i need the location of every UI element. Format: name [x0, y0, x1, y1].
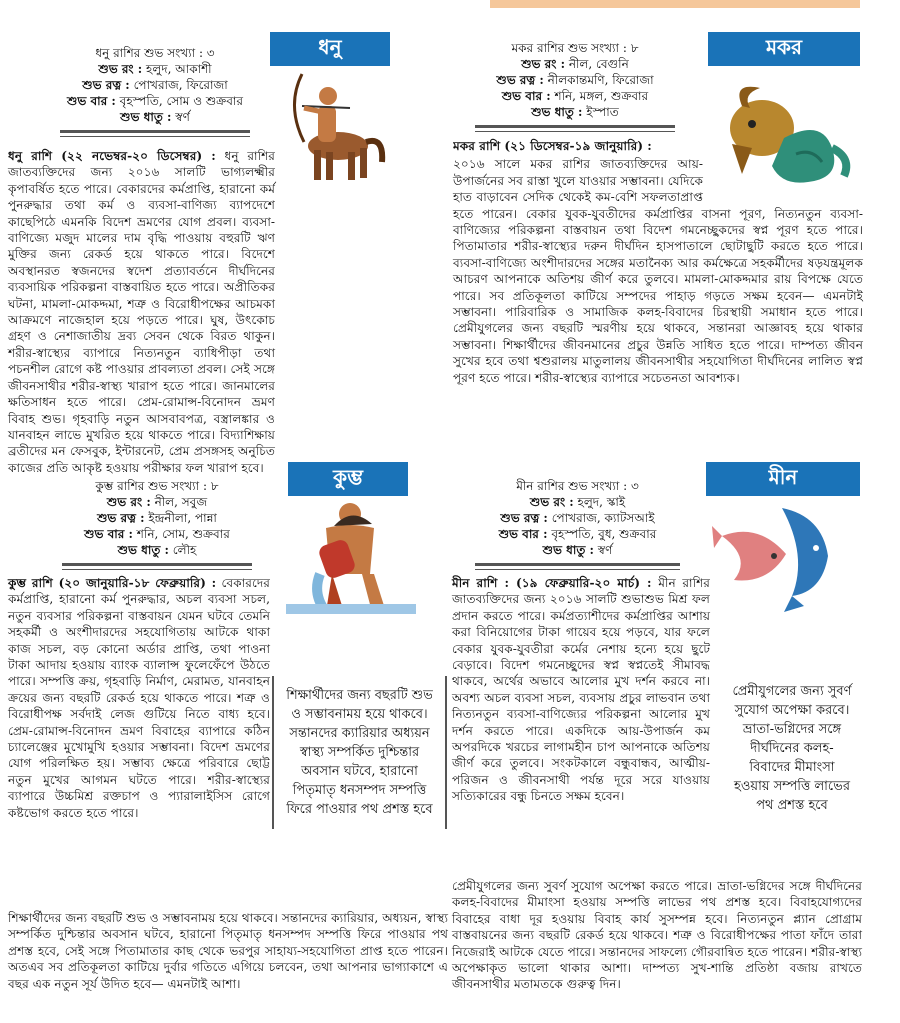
kumbha-title: কুম্ভ: [288, 462, 408, 496]
meen-body-wide: প্রেমীযুগলের জন্য সুবর্ণ সুযোগ অপেক্ষা করতে পারে। ভ্রাতা-ভগ্নিদের সঙ্গে দীর্ঘদিনের কলহ-বিবাদের মীমাংসা হওয়ায় সম্পত্তি লাভের পথ প্রশস্ত হবে। বিবাহযোগ্যদের বিবাহের বাধা দূর হওয়ায় বিবাহ কার্য সুসম্পন্ন হবে। নিত্যনতুন প্ল্যান প্রোগ্রাম বাস্তবায়নের জন্য বছরটি রেকর্ড হয়ে থাকবে। শত্রু ও বিরোধীপক্ষের পাতা ফাঁদে তারা নিজেরাই আটকে যেতে পারে। সন্তানদের সাফল্যে গৌরবান্বিত হতে পারেন। শরীর-স্বাস্থ্য অপেক্ষাকৃত ভালো থাকার আশা। দাম্পত্য সুখ-শান্তি প্রতিষ্ঠা বজায় রাখতে জীবনসাথীর মতামতকে গুরুত্ব দিন।: [452, 879, 862, 992]
top-color-strip: [490, 0, 860, 8]
meen-body: মীন রাশি : (১৯ ফেব্রুয়ারি-২০ মার্চ) : মীন রাশির জাতব্যক্তিদের জন্য ২০১৬ সালটি শুভাশুভ মিশ্র ফল প্রদান করতে পারে। কর্মপ্রত্যাশীদের কর্মপ্রাপ্তির আশায় করা বিনিয়োগের টাকা গায়েব হয়ে পড়বে, যার ফলে বেকার যুবক-যুবতীরা কর্মের নেশায় হন্যে হয়ে ছুটে বেড়াবে। বিদেশ গমনেচ্ছুদের স্বপ্ন স্বপ্নতেই সীমাবদ্ধ থাকবে, অর্থের অভাবে আলোর মুখ দর্শন করবে না। অবশ্য অচল ব্যবসা সচল, ব্যবসায় প্রচুর লাভবান তথা নিত্যনতুন ব্যবসা-বাণিজ্যের পরিকল্পনা আলোর মুখ দর্শন করতে পারে। একদিকে আয়-উপার্জন কম অপরদিকে খরচের লাগামহীন চাপ আপনাকে অতিশয় জীর্ণ করে তুলবে। সংকটকালে বন্ধুবান্ধব, আত্মীয়-পরিজন ও জীবনসাথী পর্যন্ত দূরে সরে যাওয়ায় সত্যিকারের বন্ধু চিনতে সক্ষম হবেন।: [452, 576, 710, 804]
dhanu-title: ধনু: [270, 32, 390, 66]
makar-info-box: মকর রাশির শুভ সংখ্যা : ৮ শুভ রং : নীল, বেগুনি শুভ রত্ন : নীলকান্তমণি, ফিরোজা শুভ বার : শনি, মঙ্গল, শুক্রবার শুভ ধাতু : ইস্পাত: [475, 40, 675, 120]
kumbha-body-wide: শিক্ষার্থীদের জন্য বছরটি শুভ ও সম্ভাবনাময় হয়ে থাকবে। সন্তানদের ক্যারিয়ার, অধ্যয়ন, স্বাস্থ্য সম্পর্কিত দুশ্চিন্তার অবসান ঘটবে, হারানো পিতৃমাতৃ ধনসম্পদ সম্পত্তি ফিরে পাওয়ার পথ প্রশস্ত হবে, সেই সঙ্গে পিতামাতার কাছ থেকে ভরপুর সাহায্য-সহযোগিতা প্রাপ্ত হতে পারেন। অতএব সব প্রতিকূলতা কাটিয়ে দুর্বার গতিতে এগিয়ে চলবেন, তথা আপনার ভাগ্যাকাশে এ বছর এক নতুন সূর্য উদিত হবে— এমনটাই আশা।: [8, 911, 448, 991]
meen-pull-quote: প্রেমীযুগলের জন্য সুবর্ণ সুযোগ অপেক্ষা করবে। ভ্রাতা-ভগ্নিদের সঙ্গে দীর্ঘদিনের কলহ-বিবাদের মীমাংসা হওয়ায় সম্পত্তি লাভের পথ প্রশস্ত হবে: [732, 684, 852, 813]
divider: [475, 125, 675, 128]
dhanu-lucky-number: ধনু রাশির শুভ সংখ্যা : ৩: [95, 46, 215, 60]
divider: [475, 569, 680, 570]
divider: [62, 569, 252, 570]
kumbha-info-box: কুম্ভ রাশির শুভ সংখ্যা : ৮ শুভ রং : নীল, সবুজ শুভ রত্ন : ইন্দ্রনীলা, পান্না শুভ বার : শনি, সোম, শুক্রবার শুভ ধাতু : লৌহ: [62, 478, 252, 558]
makar-heading: মকর রাশি (২১ ডিসেম্বর-১৯ জানুয়ারি) :: [453, 139, 652, 153]
aquarius-water-bearer-icon: [286, 496, 416, 614]
makar-lucky-number: মকর রাশির শুভ সংখ্যা : ৮: [511, 41, 639, 55]
dhanu-heading: ধনু রাশি (২২ নভেম্বর-২০ ডিসেম্বর) :: [8, 149, 216, 163]
divider: [60, 130, 250, 133]
kumbha-pull-quote: শিক্ষার্থীদের জন্য বছরটি শুভ ও সম্ভাবনাময় হয়ে থাকবে। সন্তানদের ক্যারিয়ার অধ্যয়ন স্বাস্থ্য সম্পর্কিত দুশ্চিন্তার অবসান ঘটবে, হারানো পিতৃমাতৃ ধনসম্পদ সম্পত্তি ফিরে পাওয়ার পথ প্রশস্ত হবে: [272, 676, 447, 829]
makar-body-text: ২০১৬ সালে মকর রাশির জাতব্যক্তিদের আয়-উপার্জনের সব রাস্তা খুলে যাওয়ার সম্ভাবনা। যেদিকে হাত বাড়াবেন সেদিক থেকেই কম-বেশি সফলতাপ্রাপ্ত হতে পারেন। বেকার যুবক-যুবতীদের কর্মপ্রাপ্তির বাসনা পূরণ, নিত্যনতুন ব্যবসা-বাণিজ্যের পরিকল্পনা বাস্তবায়ন তথা বিদেশ গমনেচ্ছুকদের স্বপ্ন পূরণ হতে পারে। পিতামাতার শরীর-স্বাস্থ্যের দরুন দীর্ঘদিন হাসপাতালে ছোটাছুটি করতে হতে পারে। ব্যবসা-বাণিজ্যে অংশীদারদের সঙ্গের মতানৈক্য আর কর্মক্ষেত্রে সহকর্মীদের ষড়যন্ত্রমূলক আচরণ আপনাকে অতিশয় জীর্ণ করে তুলবে। মামলা-মোকদ্দমার রায় বিপক্ষে যেতে পারে। সব প্রতিকূলতা কাটিয়ে সম্পদের পাহাড় গড়তে সক্ষম হবেন— এমনটাই সম্ভাবনা। পারিবারিক ও সামাজিক কলহ-বিবাদের চিরস্থায়ী সমাধান হতে পারে। প্রেমীযুগলের জন্য বছরটি স্মরণীয় হয়ে থাকবে, সন্তানরা আজ্ঞাবহ হয়ে থাকার সম্ভাবনা। শিক্ষার্থীদের জীবনমানের প্রচুর উন্নতি সাধিত হতে পারে। দাম্পত্য জীবন সুখের হবে তথা শ্বশুরালয় মাতুলালয় জীবনসাথীর সহযোগিতা দীর্ঘদিনের লালিত স্বপ্ন পূরণ হতে পারে। শরীর-স্বাস্থ্যের ব্যাপারে সচেতনতা আবশ্যক।: [453, 157, 863, 385]
dhanu-info-box: ধনু রাশির শুভ সংখ্যা : ৩ শুভ রং : হলুদ, আকাশী শুভ রত্ন : পোখরাজ, ফিরোজা শুভ বার : বৃহস্পতি, সোম ও শুক্রবার শুভ ধাতু : স্বর্ণ: [60, 45, 250, 125]
meen-lucky-number: মীন রাশির শুভ সংখ্যা : ৩: [516, 479, 639, 493]
kumbha-body: কুম্ভ রাশি (২০ জানুয়ারি-১৮ ফেব্রুয়ারি) : বেকারদের কর্মপ্রাপ্তি, হারানো কর্ম পুনরুদ্ধার, অচল ব্যবসা সচল, নতুন ব্যবসার পরিকল্পনা বাস্তবায়ন যেমন ঘটবে তেমনি সহকর্মী ও অংশীদারদের সহযোগিতায় আটকে থাকা কাজ সচল, বড় কোনো অর্ডার প্রাপ্তি, তথা পাওনা টাকা আদায় হওয়ায় ব্যাংক ব্যালান্স ফুলেফেঁপে উঠতে পারে। সম্পত্তি ক্রয়, গৃহবাড়ি নির্মাণ, মেরামত, যানবাহন ক্রয়ের জন্য বছরটি রেকর্ড হয়ে থাকতে পারে। শত্রু ও বিরোধীপক্ষ সর্বদাই লেজ গুটিয়ে নিতে বাধ্য হবে। প্রেম-রোমান্স-বিনোদন ভ্রমণ বিবাহের ব্যাপারে কঠিন চ্যালেঞ্জের মুখোমুখি হওয়ার সম্ভাবনা। বিদেশ ভ্রমণের যোগ পরিলক্ষিত হয়। সম্ভাব্য ক্ষেত্রে পরিবারে ছোট্ট নতুন মুখের আগমন ঘটতে পারে। শরীর-স্বাস্থ্যের ব্যাপারে উচ্চমিশ্র রক্তচাপ ও প্যারালাইসিস রোগে কষ্টভোগ করতে হতে পারে।: [8, 576, 270, 820]
meen-info-box: মীন রাশির শুভ সংখ্যা : ৩ শুভ রং : হলুদ, স্কাই শুভ রত্ন : পোখরাজ, ক্যাটসআই শুভ বার : বৃহস্পতি, বুধ, শুক্রবার শুভ ধাতু : স্বর্ণ: [475, 478, 680, 558]
sagittarius-archer-icon: [280, 66, 390, 184]
makar-title: মকর: [708, 32, 860, 66]
kumbha-heading: কুম্ভ রাশি (২০ জানুয়ারি-১৮ ফেব্রুয়ারি) :: [8, 576, 217, 590]
pisces-fish-icon: [712, 496, 862, 614]
divider: [475, 131, 675, 132]
divider: [62, 563, 252, 566]
meen-heading: মীন রাশি : (১৯ ফেব্রুয়ারি-২০ মার্চ) :: [452, 576, 652, 590]
dhanu-body: ধনু রাশি (২২ নভেম্বর-২০ ডিসেম্বর) : ধনু রাশির জাতব্যক্তিদের জন্য ২০১৬ সালটি ভাগ্যলক্ষ্মীর কৃপাবর্ষিত হতে পারে। বেকারদের কর্মপ্রাপ্তি, হারানো কর্ম পুনরুদ্ধার তথা কর্ম ও ব্যবসা-বাণিজ্য ব্যাপদেশে কাছেপিঠে এমনকি বিদেশ ভ্রমণের যোগ প্রবল। ব্যবসা-বাণিজ্যে মজুদ মালের দাম বৃদ্ধি পাওয়ায় বহুরটি ঋণ মুক্তির জন্য রেকর্ড হয়ে থাকতে পারে। বিদেশে অবস্থানরত স্বজনদের স্বদেশ প্রত্যাবর্তনে দীর্ঘদিনের ব্যবসায়িক পরিকল্পনা বাস্তবায়িত হতে পারে। অপ্রীতিকর ঘটনা, মামলা-মোকদ্দমা, শত্রু ও বিরোধীপক্ষের আচমকা আক্রমণে নাজেহাল হয়ে পড়তে পারে। ঘুষ, উৎকোচ গ্রহণ ও নেশাজাতীয় দ্রব্য সেবন থেকে বিরত থাকুন। শরীর-স্বাস্থ্যের ব্যাপারে নিত্যনতুন ব্যাধিপীড়া তথা পচনশীল রোগে কষ্ট পাওয়ার প্রাবল্যতা প্রবল। সেই সঙ্গে জীবনসাথীর শরীর-স্বাস্থ্য খারাপ হতে পারে। জানমালের ক্ষতিসাধন হতে পারে। প্রেম-রোমান্স-বিনোদন ভ্রমণ বিবাহ শুভ। গৃহবাড়ি নতুন আসবাবপত্র, বস্ত্রালঙ্কার ও যানবাহন লাভে মুখরিত হয়ে থাকতে পারে। বিদ্যাশিক্ষায় ব্রতীদের মন ফেসবুক, ইন্টারনেট, প্রেম প্রসঙ্গসহ অনুচিত কাজের প্রতি আকৃষ্ট হওয়ায় পরীক্ষার ফল খারাপ হবে।: [8, 149, 275, 475]
divider: [475, 563, 680, 566]
kumbha-lucky-number: কুম্ভ রাশির শুভ সংখ্যা : ৮: [95, 479, 219, 493]
divider: [60, 136, 250, 137]
meen-title: মীন: [706, 462, 860, 496]
